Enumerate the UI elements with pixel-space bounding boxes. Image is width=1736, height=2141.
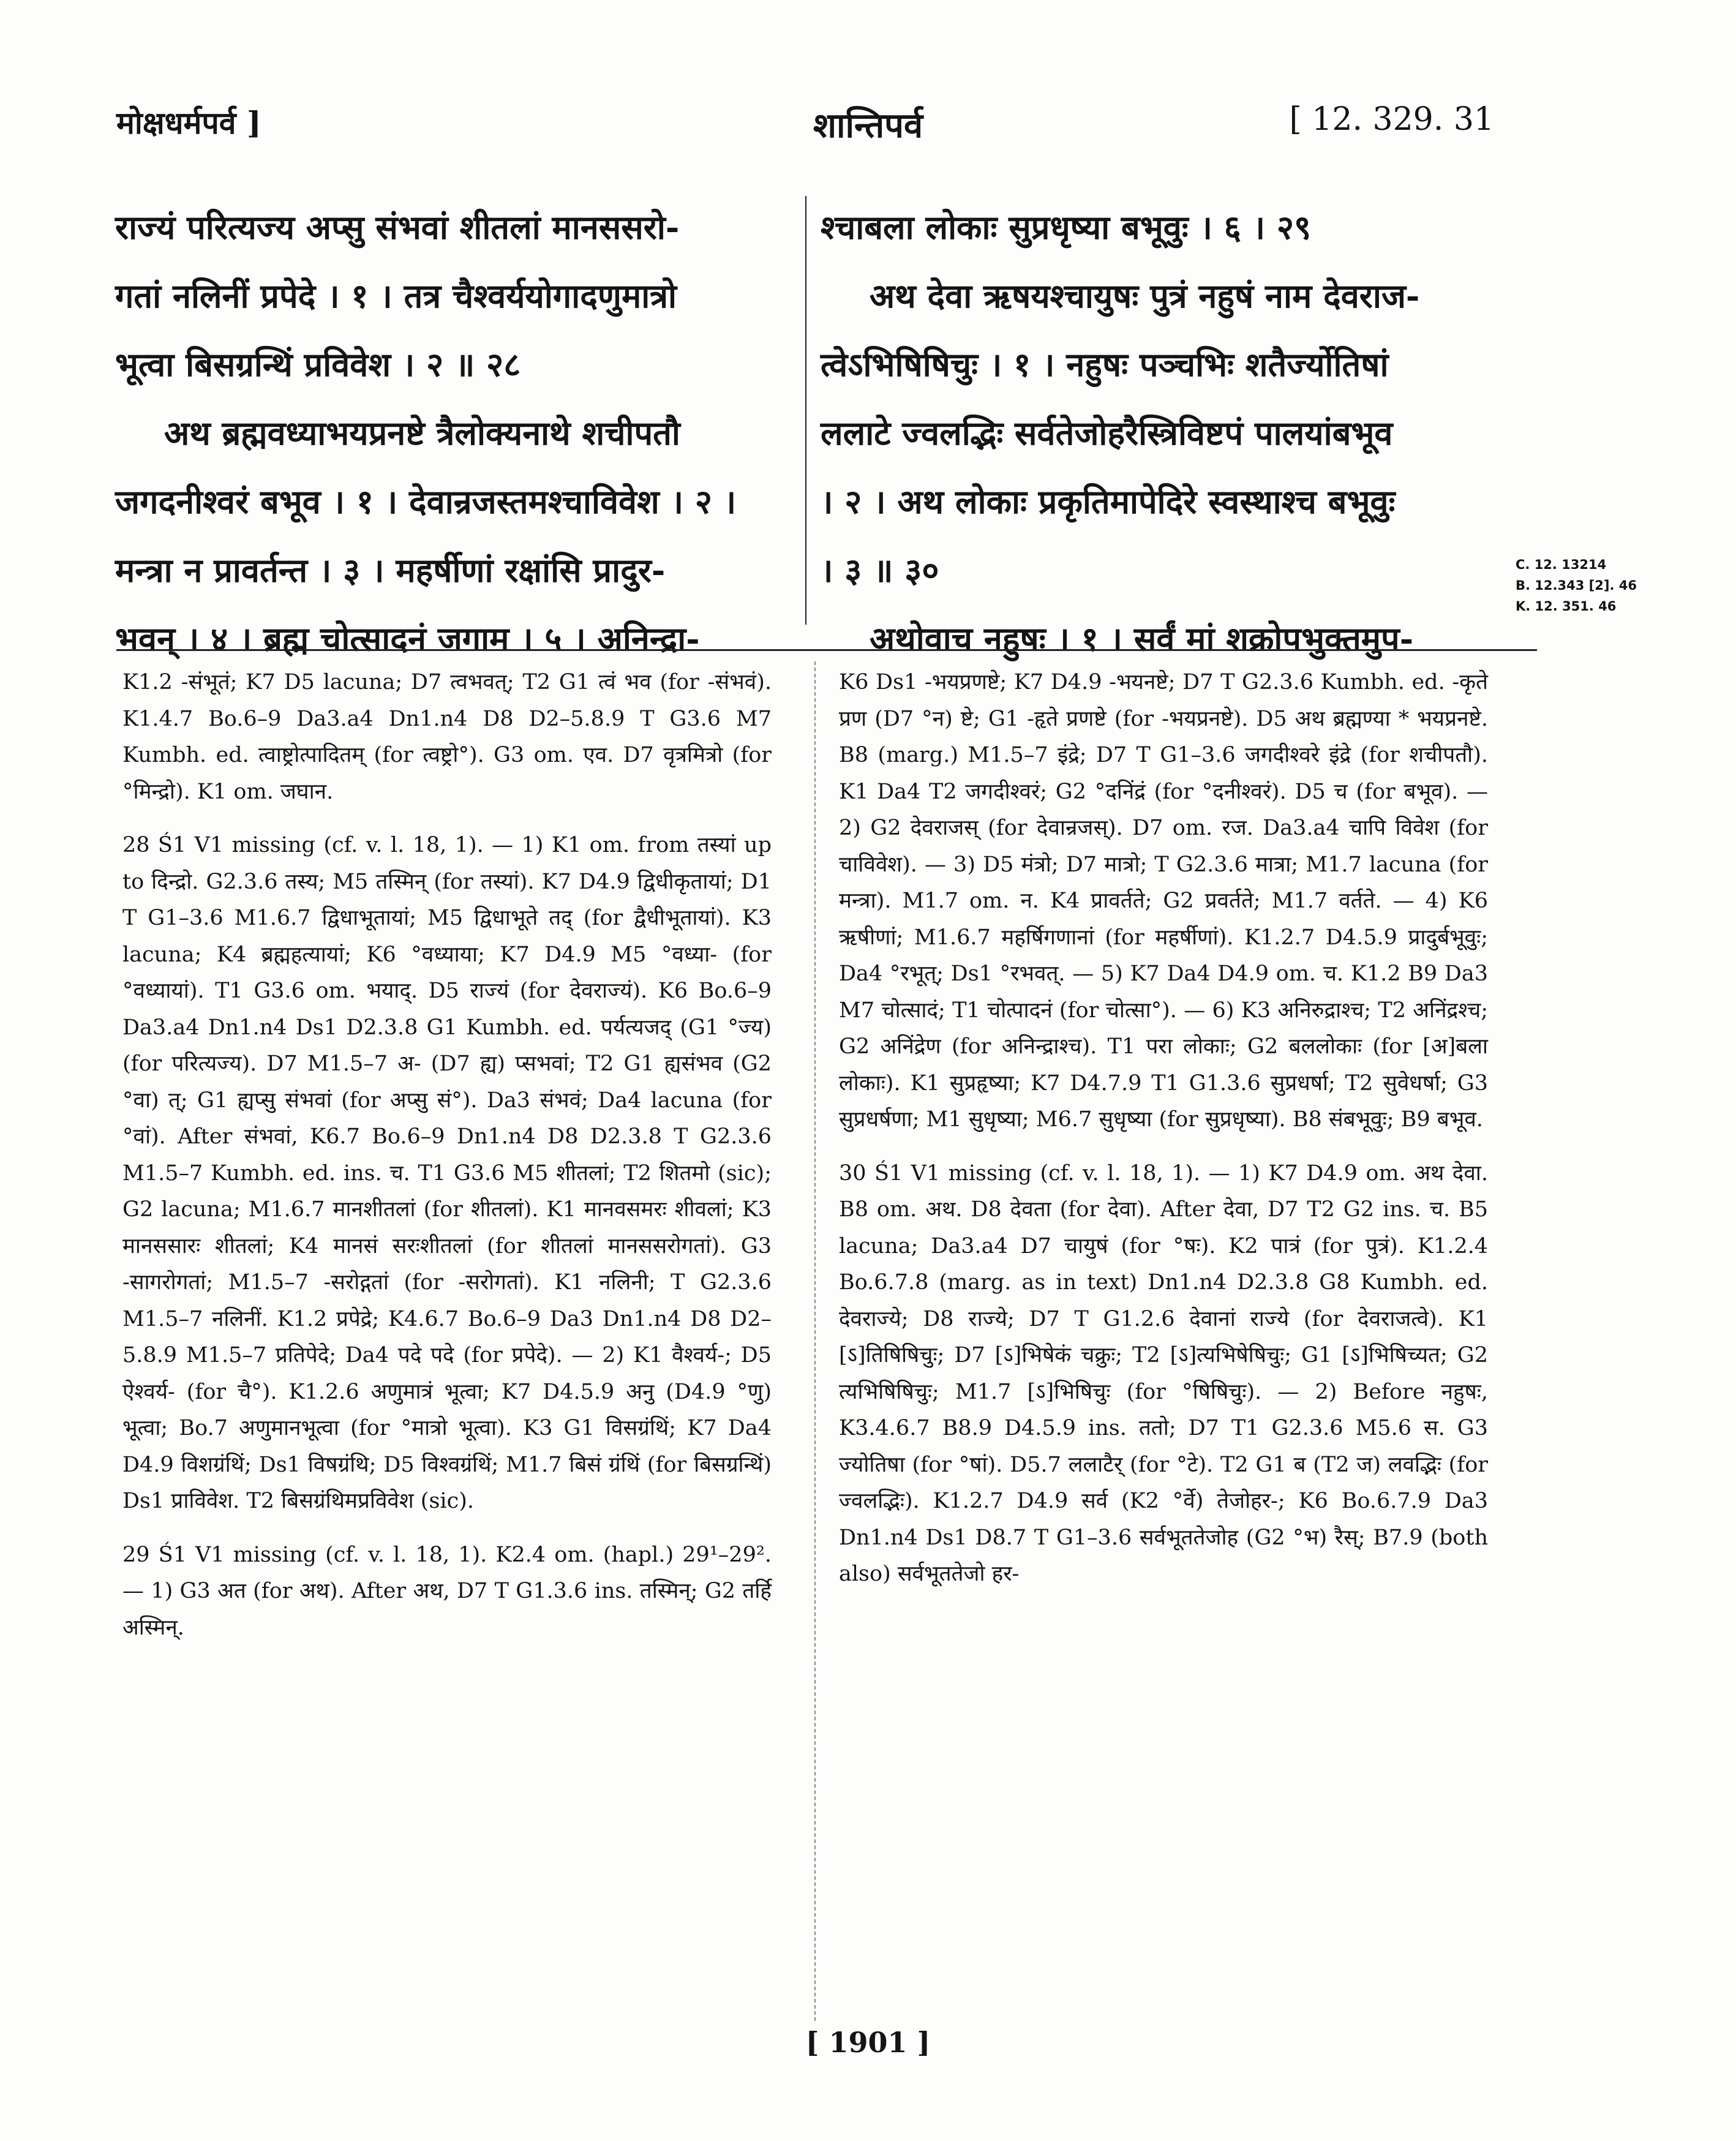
text-line: मन्त्रा न प्रावर्तन्त । ३ । महर्षीणां रक्षांसि प्रादुर- [115,551,666,590]
text-line: श्चाबला लोकाः सुप्रधृष्या बभूवुः । ६ । २९ [821,208,1312,247]
text-line: भवन् । ४ । ब्रह्म चोत्सादनं जगाम । ५ । अनिन्द्रा- [115,619,700,658]
critical-apparatus-left [122,664,772,1663]
apparatus-note: 30 Ś1 V1 missing (cf. v. l. 18, 1). — 1) K7 D4.9 om. अथ देवा. B8 om. अथ. D8 देवता (for देवा). After देवा, D7 T2 G2 ins. च. B5 lacuna; Da3.a4 D7 चायुषं (for °षः). K2 पात्रं (for पुत्रं). K1.2.4 Bo.6.7.8 (marg. as in text) Dn1.n4 D2.3.8 G8 Kumbh. ed. देवराज्ये; D8 राज्ये; D7 T G1.2.6 देवानां राज्ये (for देवराजत्वे). K1 [ऽ]तिषिषिचुः; D7 [ऽ]भिषेकं चक्रुः; T2 [ऽ]त्यभिषेषिचुः; G1 [ऽ]भिषिच्यत; G2 त्यभिषिषिचुः; M1.7 [ऽ]भिषिचुः (for °षिषिचुः). — 2) Before नहुषः, K3.4.6.7 B8.9 D4.5.9 ins. ततो; D7 T1 G2.3.6 M5.6 स. G3 ज्योतिषा (for °षां). D5.7 ललाटैर् (for °टे). T2 G1 ब (T2 ज) लवद्भिः (for ज्वलद्भिः). K1.2.7 D4.9 सर्व (K2 °र्वे) तेजोहर-; K6 Bo.6.7.9 Da3 Dn1.n4 Ds1 D8.7 T G1–3.6 सर्वभूततेजोह (G2 °भ) रैस्; B7.9 (both also) सर्वभूततेजो हर- [839,1161,1488,1586]
apparatus-note: 28 Ś1 V1 missing (cf. v. l. 18, 1). — 1) K1 om. from तस्यां up to दिन्द्रो. G2.3.6 तस्य; M5 तस्मिन् (for तस्यां). K7 D4.9 द्विधीकृतायां; D1 T G1–3.6 M1.6.7 द्विधाभूतायां; M5 द्विधाभूते तद् (for द्वैधीभूतायां). K3 lacuna; K4 ब्रह्महत्यायां; K6 °वध्याया; K7 D4.9 M5 °वध्या- (for °वध्यायां). T1 G3.6 om. भयाद्. D5 राज्यं (for देवराज्यं). K6 Bo.6–9 Da3.a4 Dn1.n4 Ds1 D2.3.8 G1 Kumbh. ed. पर्यत्यजद् (G1 °ज्य) (for परित्यज्य). D7 M1.5–7 अ- (D7 ह्य) प्सभवां; T2 G1 ह्यसंभव (G2 °वा) त्; G1 ह्यप्सु संभवां (for अप्सु सं°). Da3 संभवं; Da4 lacuna (for °वां). After संभवां, K6.7 Bo.6–9 Dn1.n4 D8 D2.3.8 T G2.3.6 M1.5–7 Kumbh. ed. ins. च. T1 G3.6 M5 शीतलां; T2 शितमो (sic); G2 lacuna; M1.6.7 मानशीतलां (for शीतलां). K1 मानवसमरः शीवलां; K3 मानससारः शीतलां; K4 मानसं सरःशीतलां (for शीतलां मानससरोगतां). G3 -सागरोगतां; M1.5–7 -सरोद्गतां (for -सरोगतां). K1 नलिनी; T G2.3.6 M1.5–7 नलिनीं. K1.2 प्रपेद्रे; K4.6.7 Bo.6–9 Da3 Dn1.n4 D8 D2–5.8.9 M1.5–7 प्रतिपेदे; Da4 पदे पदे (for प्रपेदे). — 2) K1 वैश्वर्य-; D5 ऐश्वर्य- (for चै°). K1.2.6 अणुमात्रं भूत्वा; K7 D4.5.9 अनु (D4.9 °णु) भूत्वा; Bo.7 अणुमानभूत्वा (for °मात्रो भूत्वा). K3 G1 विसग्रंथिं; K7 Da4 D4.9 विशग्रंथिं; Ds1 विषग्रंथि; D5 विश्वग्रंथिं; M1.7 बिसं ग्रंथिं (for बिसग्रन्थिं) Ds1 प्राविवेश. T2 बिसग्रंथिमप्रविवेश (sic). [122,833,772,1513]
text-line: अथ देवा ऋषयश्चायुषः पुत्रं नहुषं नाम देवराज- [870,276,1420,315]
critical-apparatus-right [839,664,1488,1610]
apparatus-note: K6 Ds1 -भयप्रणष्टे; K7 D4.9 -भयनष्टे; D7 T G2.3.6 Kumbh. ed. -कृते प्रण (D7 °न) ष्टे; G1 -हृते प्रणष्टे (for -भयप्रनष्टे). D5 अथ ब्रह्मण्या * भयप्रनष्टे. B8 (marg.) M1.5–7 इंद्रे; D7 T G1–3.6 जगदीश्वरे इंद्रे (for शचीपतौ). K1 Da4 T2 जगदीश्वरं; G2 °दनिंद्रं (for °दनीश्वरं). D5 च (for बभूव). — 2) G2 देवराजस् (for देवान्रजस्). D7 om. रज. Da3.a4 चापि विवेश (for चाविवेश). — 3) D5 मंत्रो; D7 मात्रो; T G2.3.6 मात्रा; M1.7 lacuna (for मन्त्रा). M1.7 om. न. K4 प्रावर्तते; G2 प्रवर्तते; M1.7 वर्तते. — 4) K6 ऋषीणां; M1.6.7 महर्षिगणानां (for महर्षीणां). K1.2.7 D4.5.9 प्रादुर्बभूवुः; Da4 °रभूत्; Ds1 °रभवत्. — 5) K7 Da4 D4.9 om. च. K1.2 B9 Da3 M7 चोत्सादं; T1 चोत्पादनं (for चोत्सा°). — 6) K3 अनिरुद्राश्च; T2 अनिंद्रश्च; G2 अनिंद्रेण (for अनिन्द्राश्च). T1 परा लोकाः; G2 बललोकाः (for [अ]बला लोकाः). K1 सुप्रहृष्या; K7 D4.7.9 T1 G1.3.6 सुप्रधर्षा; T2 सुवेधर्षा; G3 सुप्रधर्षणा; M1 सुधृष्या; M6.7 सुधृष्या (for सुप्रधृष्या). B8 संबभूवुः; B9 बभूव. [839,670,1488,1132]
apparatus-note: K1.2 -संभूतं; K7 D5 lacuna; D7 त्वभवत्; T2 G1 त्वं भव (for -संभवं). K1.4.7 Bo.6–9 Da3.a4 Dn1.n4 D8 D2–5.8.9 T G3.6 M7 Kumbh. ed. त्वाष्ट्रोत्पादितम् (for त्वष्ट्रो°). G3 om. एव. D7 वृत्रमित्रो (for °मिन्द्रो). K1 om. जघान. [122,670,772,804]
text-line: त्वेऽभिषिषिचुः । १ । नहुषः पञ्चभिः शतैर्ज्योतिषां [821,345,1389,384]
text-line: गतां नलिनीं प्रपेदे । १ । तत्र चैश्वर्ययोगादणुमात्रो [115,276,677,315]
text-line: जगदनीश्वरं बभूव । १ । देवान्रजस्तमश्चाविवेश । २ । [115,482,737,521]
apparatus-column-divider [814,661,816,2021]
page-number: [ 1901 ] [805,2026,931,2059]
text-line: ललाटे ज्वलद्भिः सर्वतेजोहरैस्त्रिविष्टपं पालयांबभूव [821,413,1393,453]
running-head-title: शान्तिपर्व [813,105,923,146]
text-line: । ३ ॥ ३० [821,551,939,590]
main-text-right-column [821,193,1509,673]
text-line: राज्यं परित्यज्य अप्सु संभवां शीतलां मानससरो- [115,208,680,247]
concordance-bombay: B. 12.343 [2]. 46 [1516,578,1637,593]
text-line: । २ । अथ लोकाः प्रकृतिमापेदिरे स्वस्थाश्च बभूवुः [821,482,1396,521]
concordance-references [1516,554,1637,617]
column-divider [805,196,806,625]
text-line: अथोवाच नहुषः । १ । सर्वं मां शक्रोपभुक्तमुप- [870,619,1414,658]
apparatus-note: 29 Ś1 V1 missing (cf. v. l. 18, 1). K2.4 om. (hapl.) 29¹–29². — 1) G3 अत (for अथ). After अथ, D7 T G1.3.6 ins. तस्मिन्; G2 तर्हि अस्मिन्. [122,1542,772,1640]
text-line: भूत्वा बिसग्रन्थिं प्रविवेश । २ ॥ २८ [115,345,521,384]
running-head-left: मोक्षधर्मपर्व ] [116,105,261,141]
running-head-reference: [ 12. 329. 31 [1289,101,1494,138]
concordance-kumbhakonam: K. 12. 351. 46 [1516,599,1617,614]
text-line: अथ ब्रह्मवध्याभयप्रनष्टे त्रैलोक्यनाथे शचीपतौ [164,413,680,453]
concordance-calcutta: C. 12. 13214 [1516,557,1607,572]
apparatus-separator-rule [116,649,1537,651]
main-text-left-column [115,193,783,673]
